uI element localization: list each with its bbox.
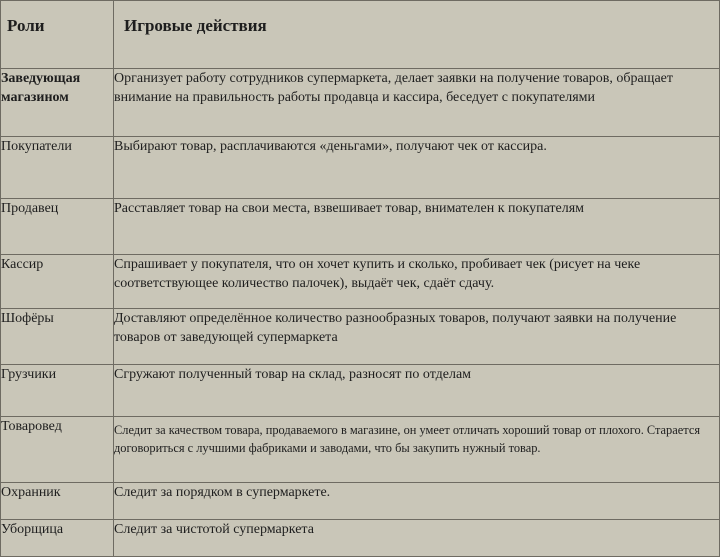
role-cell: Грузчики: [1, 365, 114, 417]
table-row: [1, 417, 720, 483]
action-cell: Выбирают товар, расплачиваются «деньгами», получают чек от кассира.: [114, 137, 720, 199]
action-cell: Доставляют определённое количество разнообразных товаров, получают заявки на получение товаров от заведующей супермаркета: [114, 309, 720, 365]
role-cell: Продавец: [1, 199, 114, 255]
role-cell: Покупатели: [1, 137, 114, 199]
action-cell: Расставляет товар на свои места, взвешивает товар, внимателен к покупателям: [114, 199, 720, 255]
table-row: [1, 520, 720, 557]
table-row: [1, 309, 720, 365]
table-row: [1, 483, 720, 520]
role-cell: Кассир: [1, 255, 114, 309]
action-cell: Сгружают полученный товар на склад, разносят по отделам: [114, 365, 720, 417]
role-cell: Охранник: [1, 483, 114, 520]
role-cell: Товаровед: [1, 417, 114, 483]
role-cell: Шофёры: [1, 309, 114, 365]
action-cell: Организует работу сотрудников супермаркета, делает заявки на получение товаров, обращает внимание на правильность работы продавца и кассира, беседует с покупателями: [114, 69, 720, 137]
header-actions: Игровые действия: [114, 1, 720, 69]
action-cell: Следит за качеством товара, продаваемого в магазине, он умеет отличать хороший товар от плохого. Старается договориться с лучшими фабриками и заводами, что бы закупить нужный товар.: [114, 417, 720, 483]
action-cell: Спрашивает у покупателя, что он хочет купить и сколько, пробивает чек (рисует на чеке соответствующее количество палочек), выдаёт чек, сдаёт сдачу.: [114, 255, 720, 309]
header-roles: Роли: [1, 1, 114, 69]
table-row: [1, 69, 720, 137]
role-cell: Уборщица: [1, 520, 114, 557]
role-cell: Заведующая магазином: [1, 69, 114, 137]
table-header-row: [1, 1, 720, 69]
action-cell: Следит за порядком в супермаркете.: [114, 483, 720, 520]
table-row: [1, 255, 720, 309]
action-cell: Следит за чистотой супермаркета: [114, 520, 720, 557]
table-row: [1, 199, 720, 255]
table-row: [1, 365, 720, 417]
table-row: [1, 137, 720, 199]
